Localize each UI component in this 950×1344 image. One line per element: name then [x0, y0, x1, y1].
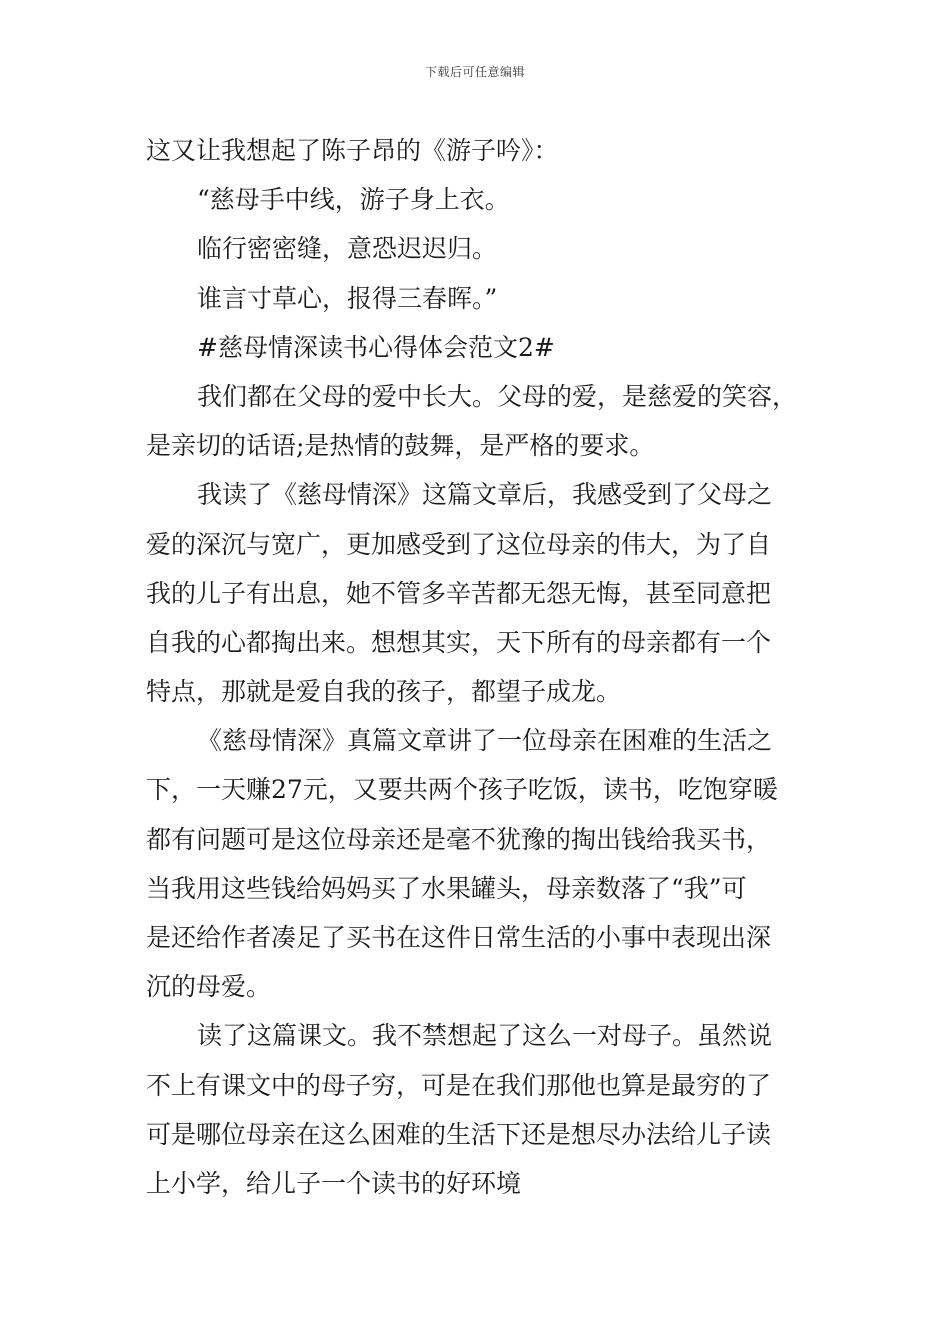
text-line: 这又让我想起了陈子昂的《游子吟》： — [146, 136, 559, 165]
text-line: 都有问题可是这位母亲还是毫不犹豫的掏出钱给我买书， — [146, 824, 772, 854]
text-line: 下，一天赚27元，又要共两个孩子吃饭，读书，吃饱穿暖 — [146, 775, 778, 805]
text-line: 《慈母情深》真篇文章讲了一位母亲在困难的生活之 — [197, 726, 773, 756]
text-line: 谁言寸草心，报得三春晖。” — [197, 283, 498, 313]
text-line: 特点，那就是爱自我的孩子，都望子成龙。 — [146, 677, 622, 707]
text-line: 上小学，给儿子一个读书的好环境 — [146, 1168, 522, 1198]
text-line: 读了这篇课文。我不禁想起了这么一对母子。虽然说 — [197, 1021, 773, 1051]
text-line: 我的儿子有出息，她不管多辛苦都无怨无悔，甚至同意把 — [146, 578, 772, 608]
text-line: 临行密密缝，意恐迟迟归。 — [197, 234, 498, 264]
text-line: 不上有课文中的母子穷，可是在我们那他也算是最穷的了 — [146, 1070, 772, 1100]
text-line: 当我用这些钱给妈妈买了水果罐头，母亲数落了“我”可 — [146, 873, 747, 903]
text-line: 沉的母爱。 — [146, 972, 272, 1002]
text-line: 可是哪位母亲在这么困难的生活下还是想尽办法给儿子读 — [146, 1119, 772, 1149]
document-body — [146, 126, 808, 1208]
text-line: 我们都在父母的爱中长大。父母的爱，是慈爱的笑容， — [197, 381, 798, 411]
text-line: “慈母手中线，游子身上衣。 — [197, 185, 510, 215]
text-line: 是亲切的话语;是热情的鼓舞，是严格的要求。 — [146, 431, 655, 461]
text-line: #慈母情深读书心得体会范文2# — [197, 332, 555, 362]
page-header-note: 下载后可任意编辑 — [424, 65, 525, 79]
text-line: 爱的深沉与宽广，更加感受到了这位母亲的伟大，为了自 — [146, 529, 772, 559]
text-line: 自我的心都掏出来。想想其实，天下所有的母亲都有一个 — [146, 627, 772, 657]
text-line: 我读了《慈母情深》这篇文章后，我感受到了父母之 — [197, 480, 773, 510]
text-line: 是还给作者凑足了买书在这件日常生活的小事中表现出深 — [146, 923, 772, 952]
